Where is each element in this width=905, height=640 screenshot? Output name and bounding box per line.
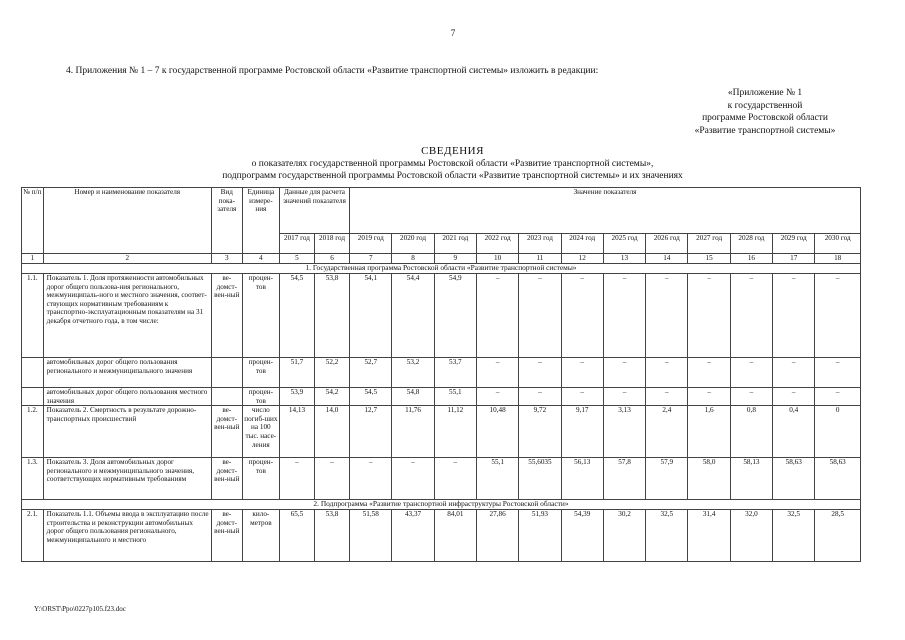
value-cell: 54,2 <box>315 388 350 406</box>
section-title: 1. Государственная программа Ростовской области «Развитие транспортной системы» <box>22 264 861 274</box>
value-cell: 10,48 <box>476 406 518 458</box>
value-cell: 9,17 <box>561 406 603 458</box>
value-cell: – <box>646 358 688 388</box>
value-cell: – <box>730 274 772 358</box>
value-cell: 54,8 <box>392 388 434 406</box>
table-row <box>22 458 861 500</box>
value-cell: – <box>603 274 645 358</box>
value-cell: 52,7 <box>350 358 392 388</box>
column-number: 15 <box>688 254 730 264</box>
year-header: 2027 год <box>688 234 730 254</box>
value-cell: 53,7 <box>434 358 476 388</box>
value-cell: – <box>279 458 314 500</box>
value-cell: 27,86 <box>476 510 518 562</box>
value-cell: 9,72 <box>519 406 561 458</box>
value-cell: 12,7 <box>350 406 392 458</box>
year-header: 2025 год <box>603 234 645 254</box>
value-cell: 30,2 <box>603 510 645 562</box>
value-cell: 58,63 <box>773 458 815 500</box>
value-cell: 43,37 <box>392 510 434 562</box>
value-cell: – <box>476 274 518 358</box>
value-cell: – <box>392 458 434 500</box>
value-cell: 11,76 <box>392 406 434 458</box>
column-number: 10 <box>476 254 518 264</box>
header-values: Значение показателя <box>350 188 861 234</box>
table-row <box>22 274 861 358</box>
value-cell: 55,6035 <box>519 458 561 500</box>
header-name: Номер и наименование показателя <box>43 188 211 254</box>
column-number: 1 <box>22 254 44 264</box>
row-unit: процен-тов <box>242 274 279 358</box>
value-cell: 54,5 <box>279 274 314 358</box>
value-cell: – <box>519 274 561 358</box>
value-cell: 51,93 <box>519 510 561 562</box>
subtitle-line: о показателях государственной программы Ростовской области «Развитие транспортной системы», <box>251 159 654 169</box>
value-cell: 55,1 <box>434 388 476 406</box>
document-subtitle <box>0 158 905 182</box>
value-cell: – <box>519 388 561 406</box>
value-cell: – <box>815 358 861 388</box>
value-cell: 54,1 <box>350 274 392 358</box>
value-cell: 3,13 <box>603 406 645 458</box>
row-unit: число погиб-ших на 100 тыс. насе-ления <box>242 406 279 458</box>
year-header: 2021 год <box>434 234 476 254</box>
value-cell: 32,5 <box>773 510 815 562</box>
table-row <box>22 406 861 458</box>
value-cell: 53,8 <box>315 510 350 562</box>
row-name: Показатель 1.1. Объемы ввода в эксплуатацию после строительства и реконструкции автомобильных дорог общего пользования регионального, межмуниципального и местного <box>43 510 211 562</box>
value-cell: 56,13 <box>561 458 603 500</box>
value-cell: 31,4 <box>688 510 730 562</box>
header-base-data: Данные для расчета значений показателя <box>279 188 349 234</box>
value-cell: – <box>688 388 730 406</box>
value-cell: 1,6 <box>688 406 730 458</box>
column-number: 5 <box>279 254 314 264</box>
column-number: 6 <box>315 254 350 264</box>
file-path-footer: Y:\ORST\Ppo\0227p105.f23.doc <box>34 605 126 613</box>
value-cell: 57,8 <box>603 458 645 500</box>
header-type: Вид пока-зателя <box>211 188 242 254</box>
column-number: 7 <box>350 254 392 264</box>
value-cell: – <box>603 358 645 388</box>
row-number: 1.2. <box>22 406 44 458</box>
table-row <box>22 510 861 562</box>
value-cell: – <box>603 388 645 406</box>
column-number: 14 <box>646 254 688 264</box>
value-cell: – <box>519 358 561 388</box>
column-number: 13 <box>603 254 645 264</box>
value-cell: – <box>773 388 815 406</box>
row-number: 2.1. <box>22 510 44 562</box>
value-cell: 51,58 <box>350 510 392 562</box>
value-cell: 0,4 <box>773 406 815 458</box>
row-type: ве-домст-вен-ный <box>211 274 242 358</box>
appendix-line: программе Ростовской области <box>702 113 828 123</box>
section-title: 2. Подпрограмма «Развитие транспортной инфраструктуры Ростовской области» <box>22 500 861 510</box>
column-number: 2 <box>43 254 211 264</box>
value-cell: 54,9 <box>434 274 476 358</box>
appendix-line: к государственной <box>727 100 803 111</box>
year-header: 2024 год <box>561 234 603 254</box>
value-cell: 58,13 <box>730 458 772 500</box>
value-cell: – <box>688 274 730 358</box>
subtitle-line: подпрограмм государственной программы Ростовской области «Развитие транспортной системы» и их значениях <box>222 171 683 181</box>
value-cell: 0 <box>815 406 861 458</box>
value-cell: 11,12 <box>434 406 476 458</box>
value-cell: 58,0 <box>688 458 730 500</box>
value-cell: – <box>773 358 815 388</box>
value-cell: – <box>561 358 603 388</box>
value-cell: – <box>315 458 350 500</box>
value-cell: 28,5 <box>815 510 861 562</box>
value-cell: 52,2 <box>315 358 350 388</box>
table-row <box>22 388 861 406</box>
row-number <box>22 388 44 406</box>
value-cell: – <box>476 358 518 388</box>
value-cell: 54,39 <box>561 510 603 562</box>
value-cell: 14,13 <box>279 406 314 458</box>
value-cell: – <box>646 388 688 406</box>
year-header: 2026 год <box>646 234 688 254</box>
year-header: 2019 год <box>350 234 392 254</box>
column-number: 9 <box>434 254 476 264</box>
appendix-header <box>675 87 855 137</box>
value-cell: 54,4 <box>392 274 434 358</box>
value-cell: – <box>730 358 772 388</box>
intro-paragraph: 4. Приложения № 1 – 7 к государственной программе Ростовской области «Развитие транспортной системы» изложить в редакции: <box>66 66 599 76</box>
year-header: 2020 год <box>392 234 434 254</box>
value-cell: – <box>815 388 861 406</box>
value-cell: 84,01 <box>434 510 476 562</box>
year-header: 2017 год <box>279 234 314 254</box>
value-cell: – <box>434 458 476 500</box>
value-cell: – <box>815 274 861 358</box>
value-cell: 54,5 <box>350 388 392 406</box>
table-row <box>22 358 861 388</box>
indicators-table <box>21 187 861 562</box>
column-number: 8 <box>392 254 434 264</box>
value-cell: 57,9 <box>646 458 688 500</box>
column-number: 11 <box>519 254 561 264</box>
value-cell: – <box>561 274 603 358</box>
value-cell: 14,0 <box>315 406 350 458</box>
row-unit: процен-тов <box>242 358 279 388</box>
value-cell: – <box>476 388 518 406</box>
row-type <box>211 358 242 388</box>
row-type: ве-домст-вен-ный <box>211 406 242 458</box>
row-unit: процен-тов <box>242 388 279 406</box>
row-number: 1.3. <box>22 458 44 500</box>
value-cell: – <box>688 358 730 388</box>
value-cell: 32,5 <box>646 510 688 562</box>
value-cell: – <box>350 458 392 500</box>
row-number: 1.1. <box>22 274 44 358</box>
value-cell: – <box>730 388 772 406</box>
column-number: 17 <box>773 254 815 264</box>
row-name: автомобильных дорог общего пользования регионального и межмуниципального значения <box>43 358 211 388</box>
column-number: 16 <box>730 254 772 264</box>
row-name: автомобильных дорог общего пользования местного значения <box>43 388 211 406</box>
value-cell: 53,8 <box>315 274 350 358</box>
year-header: 2023 год <box>519 234 561 254</box>
row-type <box>211 388 242 406</box>
year-header: 2022 год <box>476 234 518 254</box>
column-number: 12 <box>561 254 603 264</box>
value-cell: – <box>773 274 815 358</box>
value-cell: 53,9 <box>279 388 314 406</box>
value-cell: 32,0 <box>730 510 772 562</box>
value-cell: – <box>646 274 688 358</box>
year-header: 2018 год <box>315 234 350 254</box>
header-unit: Единица измере-ния <box>242 188 279 254</box>
document-title: СВЕДЕНИЯ <box>421 145 484 157</box>
column-number: 18 <box>815 254 861 264</box>
value-cell: – <box>561 388 603 406</box>
value-cell: 55,1 <box>476 458 518 500</box>
row-name: Показатель 1. Доля протяженности автомобильных дорог общего пользова-ния регионального, межмуниципаль-ного и местного значения, соответ-ствующих нормативным требованиям к транспортно-эксплуатационным показателям на 31 декабря отчетного года, в том числе: <box>43 274 211 358</box>
value-cell: 51,7 <box>279 358 314 388</box>
column-number: 4 <box>242 254 279 264</box>
value-cell: 65,5 <box>279 510 314 562</box>
row-type: ве-домст-вен-ный <box>211 458 242 500</box>
year-header: 2028 год <box>730 234 772 254</box>
row-number <box>22 358 44 388</box>
section-row <box>22 500 861 510</box>
section-row <box>22 264 861 274</box>
column-number: 3 <box>211 254 242 264</box>
appendix-line: «Приложение № 1 <box>727 88 803 98</box>
year-header: 2030 год <box>815 234 861 254</box>
value-cell: 0,8 <box>730 406 772 458</box>
row-unit: кило-метров <box>242 510 279 562</box>
value-cell: 2,4 <box>646 406 688 458</box>
row-name: Показатель 2. Смертность в результате дорожно-транспортных происшествий <box>43 406 211 458</box>
appendix-line: «Развитие транспортной системы» <box>694 125 836 136</box>
year-header: 2029 год <box>773 234 815 254</box>
row-name: Показатель 3. Доля автомобильных дорог регионального и межмуниципального значения, соответствующих нормативным требованиям <box>43 458 211 500</box>
row-type: ве-домст-вен-ный <box>211 510 242 562</box>
header-number: № п/п <box>22 188 44 254</box>
row-unit: процен-тов <box>242 458 279 500</box>
value-cell: 58,63 <box>815 458 861 500</box>
value-cell: 53,2 <box>392 358 434 388</box>
page-number: 7 <box>450 28 456 38</box>
